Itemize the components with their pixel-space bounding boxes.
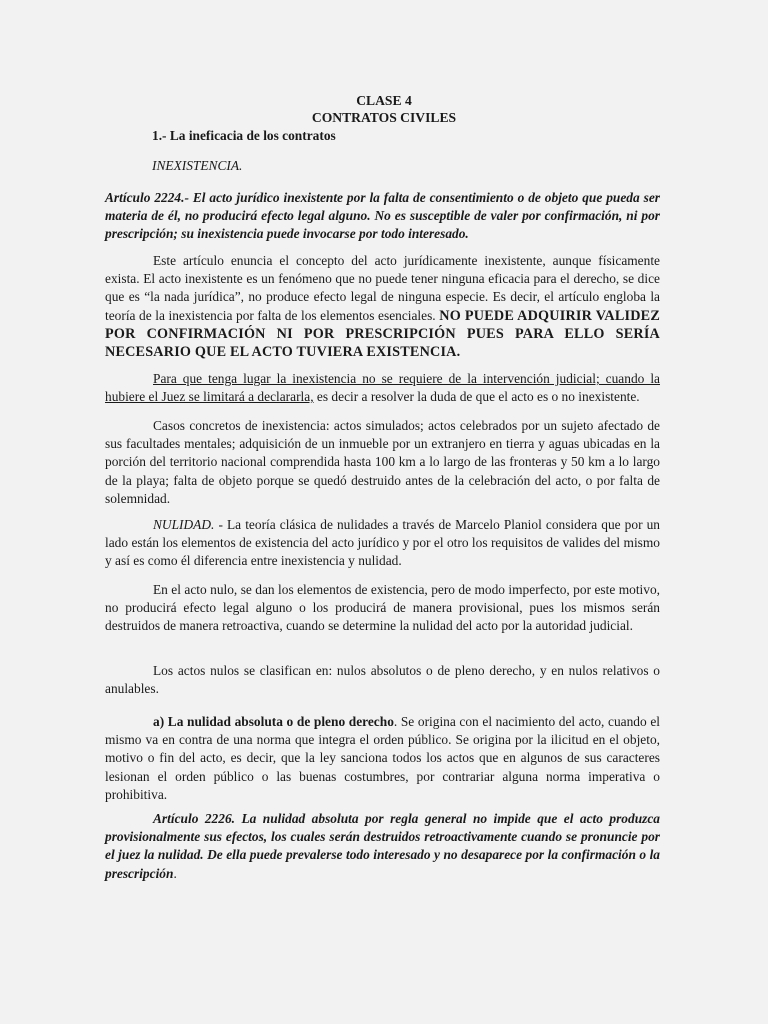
article-end: . [173, 865, 177, 881]
nulidad-heading: NULIDAD. [153, 517, 215, 532]
paragraph-text: Este artículo enuncia el concepto del acto jurídicamente inexistente, aunque físicamente exista. El acto inexistente es un fenómeno que no puede tener ninguna eficacia para el derecho, se dice que es “la nada jurídica”, no produce efecto legal de ninguna especie. Es decir, el artículo engloba la teoría de la inexistencia por falta de los elementos esenciales. [105, 253, 660, 323]
paragraph-nulidad-theory [105, 516, 660, 571]
paragraph-inexistencia-concept [105, 252, 660, 361]
article-2224: Artículo 2224.- El acto jurídico inexistente por la falta de consentimiento o de objeto que pueda ser materia de él, no producirá efecto legal alguno. No es susceptible de valer por confirmación, ni por prescripción; su inexistencia puede invocarse por todo interesado. [105, 190, 660, 242]
document-title: CONTRATOS CIVILES [311, 110, 457, 125]
paragraph-text: . Se origina con el nacimiento del acto, cuando el mismo va en contra de una norma que integra el orden público. Se origina por la ilicitud en el objeto, motivo o fin del acto, es decir, que la ley sanciona todos los actos que en algunos de sus caracteres lesionan el orden público o las buenas costumbres, por contrariar alguna norma imperativa o prohibitiva. [105, 714, 660, 802]
paragraph-text: Los actos nulos se clasifican en: nulos absolutos o de pleno derecho, y en nulos relativos o anulables. [105, 663, 660, 697]
section-heading: 1.- La ineficacia de los contratos [152, 128, 336, 143]
article-text: Artículo 2226. La nulidad absoluta por regla general no impide que el acto produzca provisionalmente sus efectos, los cuales serán destruidos retroactivamente cuando se pronuncie por el juez la nulidad. De ella puede prevalerse todo interesado y no desaparece por la confirmación o la prescripción [105, 811, 660, 881]
paragraph-text: En el acto nulo, se dan los elementos de existencia, pero de modo imperfecto, por este motivo, no producirá efecto legal alguno o los producirá de manera provisional, pues los mismos serán destruidos de manera retroactiva, cuando se determine la nulidad del acto por la autoridad judicial. [105, 582, 660, 634]
underlined-text: Para que tenga lugar la inexistencia no se requiere de la intervención judicial; cuando la hubiere el Juez se limitará a declararla, [105, 371, 660, 405]
class-number: CLASE 4 [356, 93, 412, 108]
article-2226 [105, 810, 660, 883]
paragraph-text: Casos concretos de inexistencia: actos simulados; actos celebrados por un sujeto afectado de sus facultades mentales; adquisición de un inmueble por un extranjero en tierra y aguas ubicadas en la porción del territorio nacional comprendida hasta 100 km a lo largo de las fronteras y 50 km a lo largo de la playa; falta de objeto porque se quedó destruido antes de la celebración del acto, o por falta de solemnidad. [105, 418, 660, 506]
inexistencia-heading: INEXISTENCIA. [152, 158, 243, 173]
paragraph-classification [105, 662, 660, 698]
paragraph-text: es decir a resolver la duda de que el acto es o no inexistente. [316, 389, 640, 405]
paragraph-judicial-intervention [105, 370, 660, 406]
paragraph-nulidad-absoluta [105, 713, 660, 804]
paragraph-caps-emphasis: NO PUEDE ADQUIRIR VALIDEZ POR CONFIRMACIÓN NI POR PRESCRIPCIÓN PUES PARA ELLO SERÍA NECESARIO QUE EL ACTO TUVIERA EXISTENCIA. [105, 307, 660, 361]
paragraph-text: - La teoría clásica de nulidades a través de Marcelo Planiol considera que por un lado están los elementos de existencia del acto jurídico y por el otro los requisitos de valides del mismo y así es como él diferencia entre inexistencia y nulidad. [105, 517, 660, 569]
nulidad-absoluta-heading: a) La nulidad absoluta o de pleno derecho [153, 714, 394, 729]
paragraph-acto-nulo [105, 581, 660, 636]
paragraph-concrete-cases [105, 417, 660, 508]
